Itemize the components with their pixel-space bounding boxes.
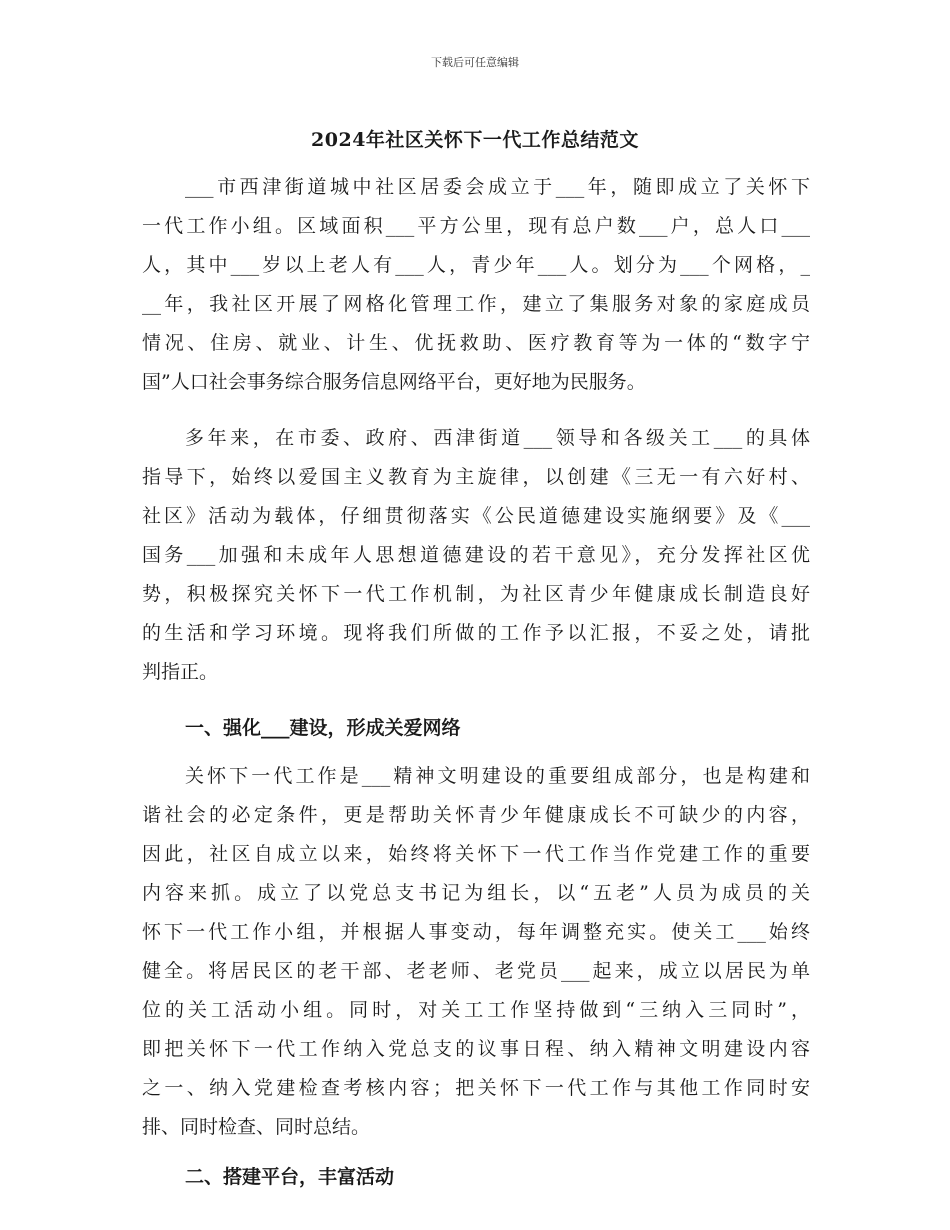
paragraph-3-line: 内容来抓。成立了以党总支书记为组长，以“五老”人员为成员的关	[142, 882, 810, 904]
paragraph-2-line: 指导下，始终以爱国主义教育为主旋律，以创建《三无一有六好村、	[142, 466, 810, 488]
paragraph-1-line: 人，其中___岁以上老人有___人，青少年___人。划分为___个网格，_	[142, 254, 810, 276]
paragraph-3-line: 健全。将居民区的老干部、老老师、老党员___起来，成立以居民为单	[142, 960, 810, 982]
paragraph-1-line: 国”人口社会事务综合服务信息网络平台，更好地为民服务。	[142, 371, 646, 393]
paragraph-1-line: 一代工作小组。区域面积___平方公里，现有总户数___户，总人口___	[142, 215, 810, 237]
paragraph-2-line: 社区》活动为载体，仔细贯彻落实《公民道德建设实施纲要》及《___	[142, 505, 810, 527]
page-header-note: 下载后可任意编辑	[431, 56, 519, 69]
paragraph-1-line: ___市西津街道城中社区居委会成立于___年，随即成立了关怀下	[185, 176, 810, 198]
paragraph-3-line: 排、同时检查、同时总结。	[142, 1116, 371, 1138]
paragraph-1-line: __年，我社区开展了网格化管理工作，建立了集服务对象的家庭成员	[142, 293, 810, 315]
paragraph-3-line: 谐社会的必定条件，更是帮助关怀青少年健康成长不可缺少的内容，	[142, 804, 810, 826]
section-heading-2: 二、搭建平台，丰富活动	[185, 1166, 395, 1188]
paragraph-3-line: 之一、纳入党建检查考核内容；把关怀下一代工作与其他工作同时安	[142, 1077, 810, 1099]
paragraph-2-line: 国务___加强和未成年人思想道德建设的若干意见》，充分发挥社区优	[142, 544, 810, 566]
paragraph-2-line: 的生活和学习环境。现将我们所做的工作予以汇报，不妥之处，请批	[142, 622, 810, 644]
paragraph-3-line: 因此，社区自成立以来，始终将关怀下一代工作当作党建工作的重要	[142, 843, 810, 865]
paragraph-2-line: 多年来，在市委、政府、西津街道___领导和各级关工___的具体	[185, 427, 810, 449]
paragraph-3-line: 即把关怀下一代工作纳入党总支的议事日程、纳入精神文明建设内容	[142, 1038, 810, 1060]
paragraph-3-line: 关怀下一代工作是___精神文明建设的重要组成部分，也是构建和	[185, 765, 810, 787]
paragraph-2-line: 判指正。	[142, 661, 219, 683]
paragraph-2-line: 势，积极探究关怀下一代工作机制，为社区青少年健康成长制造良好	[142, 583, 810, 605]
paragraph-3-line: 怀下一代工作小组，并根据人事变动，每年调整充实。使关工___始终	[142, 921, 810, 943]
paragraph-1-line: 情况、住房、就业、计生、优抚救助、医疗教育等为一体的“数字宁	[142, 332, 810, 354]
section-heading-1: 一、强化___建设，形成关爱网络	[185, 717, 461, 739]
document-title: 2024年社区关怀下一代工作总结范文	[311, 129, 639, 151]
paragraph-3-line: 位的关工活动小组。同时，对关工工作坚持做到“三纳入三同时”，	[142, 999, 810, 1021]
